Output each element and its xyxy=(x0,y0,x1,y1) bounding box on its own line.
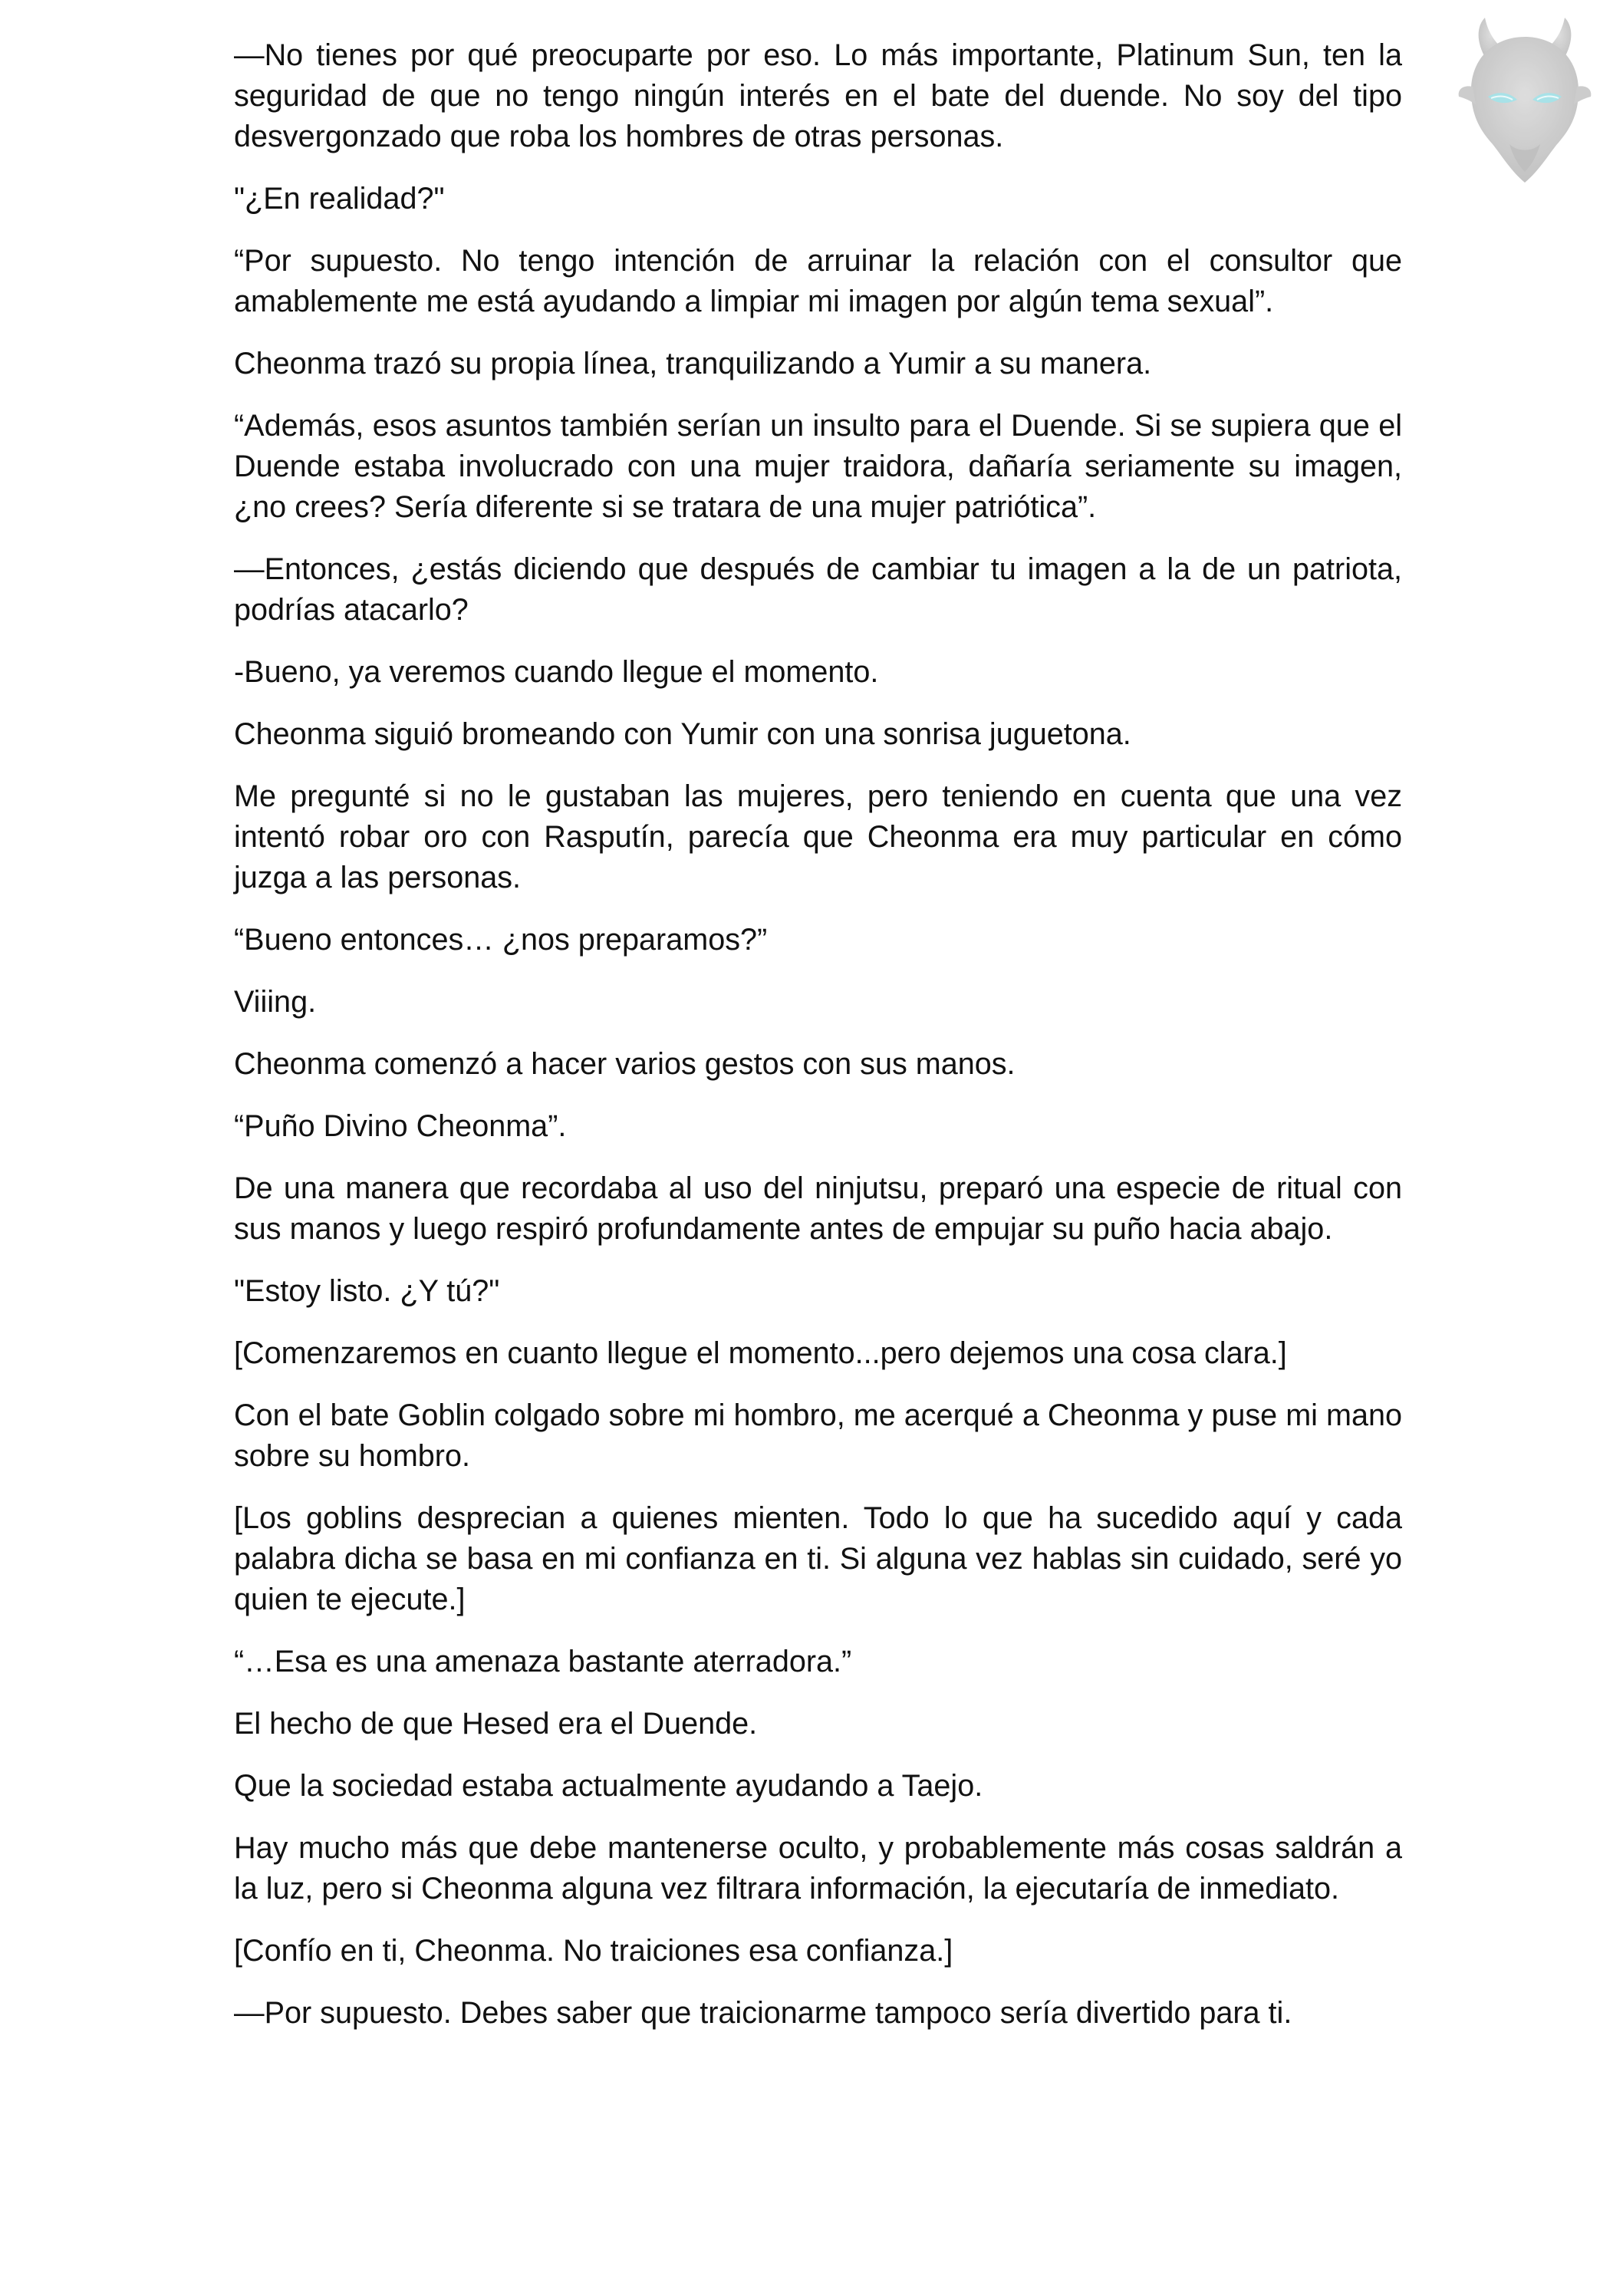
paragraph: Hay mucho más que debe mantenerse oculto, y probablemente más cosas saldrán a la luz, pero si Cheonma alguna vez filtrara información, la ejecutaría de inmediato. xyxy=(234,1831,1402,1906)
paragraph: "¿En realidad?" xyxy=(234,182,445,216)
paragraph: Con el bate Goblin colgado sobre mi hombro, me acerqué a Cheonma y puse mi mano sobre su hombro. xyxy=(234,1398,1402,1473)
paragraph: “…Esa es una amenaza bastante aterradora.” xyxy=(234,1645,852,1678)
demon-head-logo-icon xyxy=(1456,14,1594,190)
paragraph: [Comenzaremos en cuanto llegue el momento...pero dejemos una cosa clara.] xyxy=(234,1336,1287,1370)
chapter-text xyxy=(234,35,1402,2055)
paragraph: “Por supuesto. No tengo intención de arruinar la relación con el consultor que amablemente me está ayudando a limpiar mi imagen por algún tema sexual”. xyxy=(234,244,1402,318)
paragraph: —Entonces, ¿estás diciendo que después de cambiar tu imagen a la de un patriota, podrías atacarlo? xyxy=(234,552,1402,627)
paragraph: [Los goblins desprecian a quienes mienten. Todo lo que ha sucedido aquí y cada palabra dicha se basa en mi confianza en ti. Si alguna vez hablas sin cuidado, seré yo quien te ejecute.] xyxy=(234,1501,1402,1616)
paragraph: “Bueno entonces… ¿nos preparamos?” xyxy=(234,923,768,957)
paragraph: "Estoy listo. ¿Y tú?" xyxy=(234,1274,500,1308)
paragraph: Me pregunté si no le gustaban las mujeres, pero teniendo en cuenta que una vez intentó robar oro con Rasputín, parecía que Cheonma era muy particular en cómo juzga a las personas. xyxy=(234,779,1402,894)
paragraph: “Puño Divino Cheonma”. xyxy=(234,1109,567,1143)
paragraph: —Por supuesto. Debes saber que traicionarme tampoco sería divertido para ti. xyxy=(234,1996,1292,2030)
paragraph: Cheonma comenzó a hacer varios gestos con sus manos. xyxy=(234,1047,1016,1081)
paragraph: [Confío en ti, Cheonma. No traiciones esa confianza.] xyxy=(234,1934,953,1968)
paragraph: Viiing. xyxy=(234,985,317,1019)
paragraph: Cheonma trazó su propia línea, tranquilizando a Yumir a su manera. xyxy=(234,347,1152,380)
paragraph: Cheonma siguió bromeando con Yumir con una sonrisa juguetona. xyxy=(234,717,1131,751)
paragraph: -Bueno, ya veremos cuando llegue el momento. xyxy=(234,655,879,689)
paragraph: De una manera que recordaba al uso del ninjutsu, preparó una especie de ritual con sus manos y luego respiró profundamente antes de empujar su puño hacia abajo. xyxy=(234,1171,1402,1246)
paragraph: Que la sociedad estaba actualmente ayudando a Taejo. xyxy=(234,1769,983,1803)
paragraph: —No tienes por qué preocuparte por eso. Lo más importante, Platinum Sun, ten la seguridad de que no tengo ningún interés en el bate del duende. No soy del tipo desvergonzado que roba los hombres de otras personas. xyxy=(234,38,1402,153)
paragraph: El hecho de que Hesed era el Duende. xyxy=(234,1707,758,1741)
paragraph: “Además, esos asuntos también serían un insulto para el Duende. Si se supiera que el Duende estaba involucrado con una mujer traidora, dañaría seriamente su imagen, ¿no crees? Sería diferente si se tratara de una mujer patriótica”. xyxy=(234,409,1402,524)
